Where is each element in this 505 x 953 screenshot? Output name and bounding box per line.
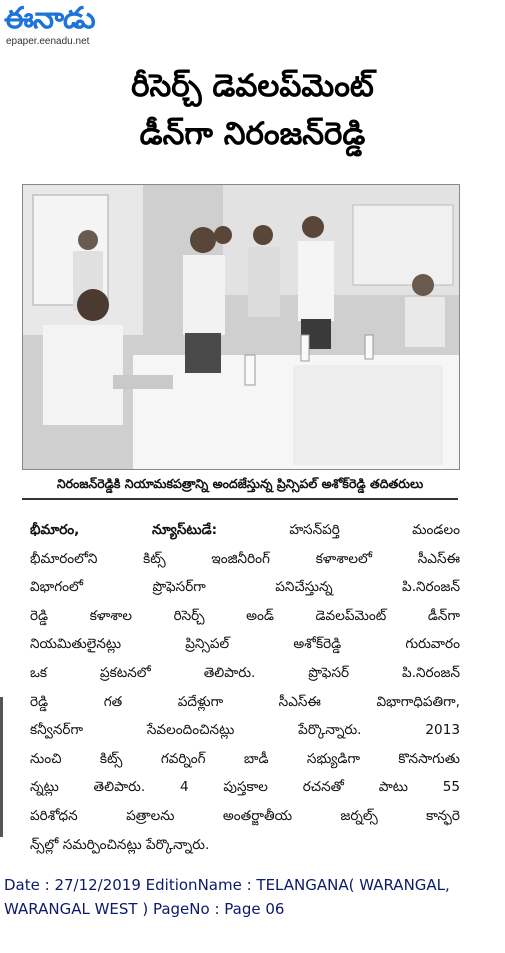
eenadu-logo[interactable] — [4, 2, 144, 48]
headline-line-1: రీసెర్చ్‌ డెవలప్‌మెంట్‌ — [131, 68, 374, 104]
article-line: పరిశోధన పత్రాలను అంతర్జాతీయ జర్నల్స్‌ కాన్ఫరె — [30, 807, 460, 824]
article-line: రెడ్డి గత పదేళ్లుగా సీఎస్‌ఈ విభాగాధిపతిగా, — [30, 693, 460, 710]
column-rule — [0, 697, 3, 837]
article-line: నియమితులైనట్లు ప్రిన్సిపల్‌ అశోక్‌రెడ్డి గురువారం — [30, 636, 460, 653]
edition-footer — [4, 873, 501, 921]
article-line: ఒక ప్రకటనలో తెలిపారు. ప్రొఫెసర్‌ పి.నిరంజన్‌ — [30, 664, 460, 681]
article-line — [30, 516, 460, 545]
footer-page: WARANGAL WEST ) PageNo : Page 06 — [4, 900, 285, 918]
article-line: కన్వీనర్‌గా సేవలందించినట్లు పేర్కొన్నారు. 2013 — [30, 722, 460, 739]
article-body — [30, 516, 460, 859]
logo-url: epaper.eenadu.net — [6, 36, 90, 47]
headline-line-2: డీన్‌గా నిరంజన్‌రెడ్డి — [139, 116, 366, 152]
article-line: విభాగంలో ప్రొఫెసర్‌గా పనిచేస్తున్న పి.నిరంజన్‌ — [30, 579, 460, 596]
article-line: రెడ్డి కళాశాల రిసెర్చ్‌ అండ్‌ డెవలప్‌మెంట్‌ డీన్‌గా — [30, 607, 460, 624]
article-line-text: హసన్‌పర్తి మండలం — [217, 522, 460, 538]
footer-date-edition: Date : 27/12/2019 EditionName : TELANGANA( WARANGAL, — [4, 876, 450, 894]
article-line: భీమారంలోని కిట్స్‌ ఇంజినీరింగ్‌ కళాశాలలో సీఎస్‌ఈ — [30, 550, 460, 567]
photo-caption: నిరంజన్‌రెడ్డికి నియామకపత్రాన్ని అందజేస్తున్న ప్రిన్సిపల్‌ అశోక్‌రెడ్డి తదితరులు — [22, 470, 458, 500]
dateline: భీమారం, న్యూస్‌టుడే: — [30, 522, 218, 538]
logo-text: ఈనాడు — [4, 1, 95, 36]
article-line: నుంచి కిట్స్‌ గవర్నింగ్‌ బాడీ సభ్యుడిగా కొనసాగుతు — [30, 750, 460, 767]
article-line: న్నట్లు తెలిపారు. 4 పుస్తకాల రచనతో పాటు 55 — [30, 779, 460, 796]
news-photo — [22, 184, 460, 470]
article-line: న్స్‌ల్లో సమర్పించినట్లు పేర్కొన్నారు. — [30, 836, 210, 853]
